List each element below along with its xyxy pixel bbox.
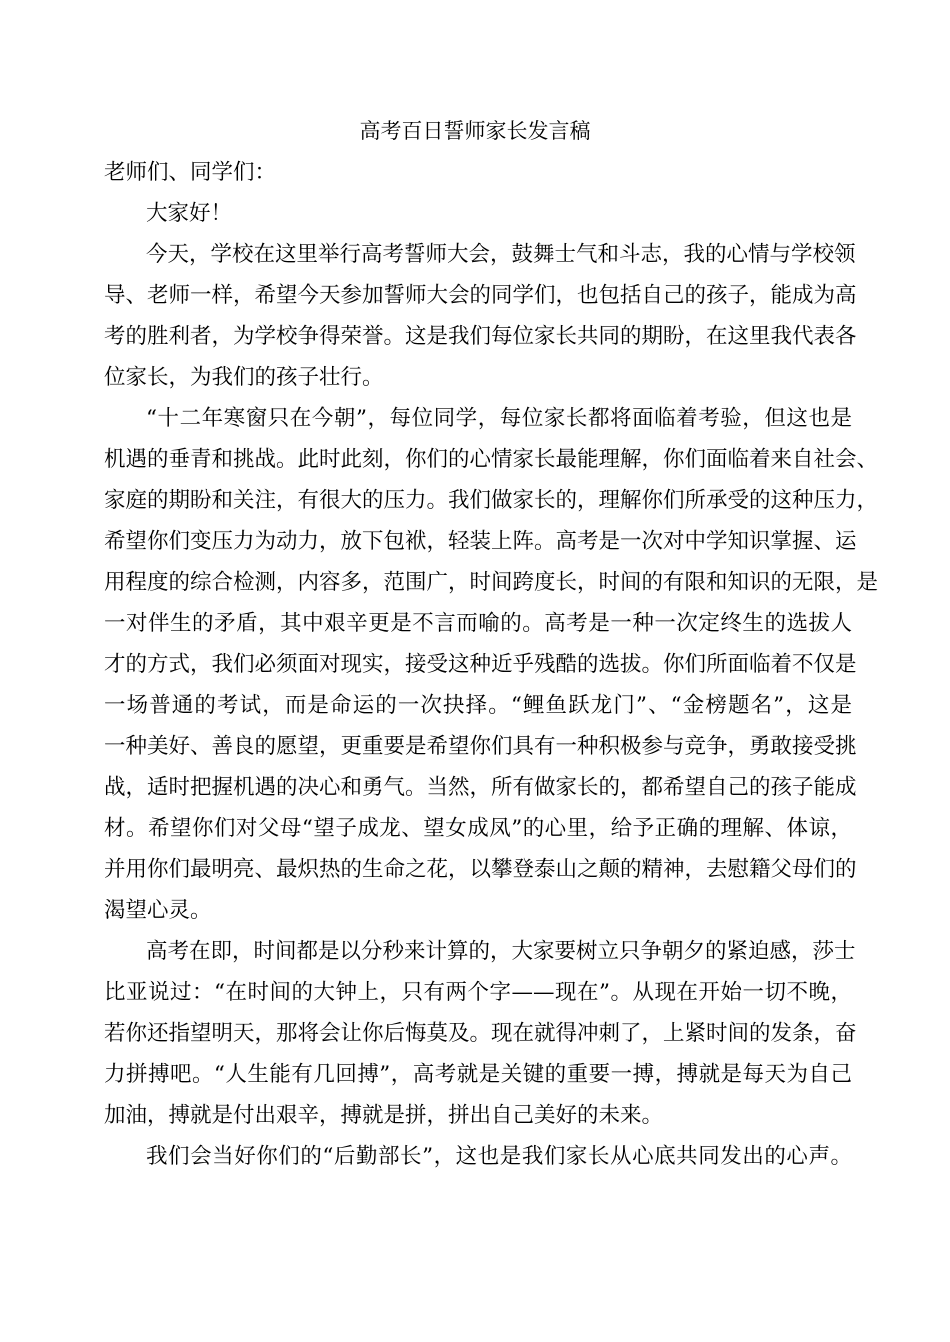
paragraph-line: 战，适时把握机遇的决心和勇气。当然，所有做家长的，都希望自己的孩子能成 bbox=[104, 775, 857, 800]
paragraph-line: 导、老师一样，希望今天参加誓师大会的同学们，也包括自己的孩子，能成为高 bbox=[104, 283, 857, 308]
paragraph-line: 机遇的垂青和挑战。此时此刻，你们的心情家长最能理解，你们面临着来自社会、 bbox=[104, 447, 879, 472]
paragraph-line: 高考在即，时间都是以分秒来计算的，大家要树立只争朝夕的紧迫感，莎士 bbox=[146, 939, 856, 964]
paragraph-line: 位家长，为我们的孩子壮行。 bbox=[104, 365, 384, 390]
paragraph-line: 一场普通的考试，而是命运的一次抉择。“鲤鱼跃龙门”、“金榜题名”，这是 bbox=[104, 693, 852, 718]
paragraph-line: 比亚说过：“在时间的大钟上，只有两个字——现在”。从现在开始一切不晚， bbox=[104, 980, 852, 1005]
paragraph-line: 并用你们最明亮、最炽热的生命之花，以攀登泰山之颠的精神，去慰籍父母们的 bbox=[104, 857, 857, 882]
paragraph-line: 加油，搏就是付出艰辛，搏就是拼，拼出自己美好的未来。 bbox=[104, 1103, 664, 1128]
paragraph-line: 考的胜利者，为学校争得荣誉。这是我们每位家长共同的期盼，在这里我代表各 bbox=[104, 324, 857, 349]
greeting: 大家好！ bbox=[146, 201, 233, 226]
paragraph-line: 力拼搏吧。“人生能有几回搏”，高考就是关键的重要一搏，搏就是每天为自己 bbox=[104, 1062, 852, 1087]
paragraph-line: 渴望心灵。 bbox=[104, 898, 212, 923]
paragraph-line: 一对伴生的矛盾，其中艰辛更是不言而喻的。高考是一种一次定终生的选拔人 bbox=[104, 611, 852, 636]
paragraph-line: 希望你们变压力为动力，放下包袱，轻装上阵。高考是一次对中学知识掌握、运 bbox=[104, 529, 857, 554]
paragraph-line: 材。希望你们对父母“望子成龙、望女成凤”的心里，给予正确的理解、体谅， bbox=[104, 816, 852, 841]
paragraph-line: 若你还指望明天，那将会让你后悔莫及。现在就得冲刺了，上紧时间的发条，奋 bbox=[104, 1021, 857, 1046]
paragraph-line: 我们会当好你们的“后勤部长”，这也是我们家长从心底共同发出的心声。 bbox=[146, 1144, 852, 1169]
paragraph-line: 今天，学校在这里举行高考誓师大会，鼓舞士气和斗志，我的心情与学校领 bbox=[146, 242, 856, 267]
paragraph-line: “十二年寒窗只在今朝”，每位同学，每位家长都将面临着考验，但这也是 bbox=[146, 406, 852, 431]
document-title: 高考百日誓师家长发言稿 bbox=[359, 119, 591, 143]
salutation: 老师们、同学们： bbox=[104, 160, 277, 185]
paragraph-line: 家庭的期盼和关注，有很大的压力。我们做家长的，理解你们所承受的这种压力， bbox=[104, 488, 879, 513]
paragraph-line: 用程度的综合检测，内容多，范围广，时间跨度长，时间的有限和知识的无限，是 bbox=[104, 570, 879, 595]
paragraph-line: 一种美好、善良的愿望，更重要是希望你们具有一种积极参与竞争，勇敢接受挑 bbox=[104, 734, 857, 759]
paragraph-line: 才的方式，我们必须面对现实，接受这种近乎残酷的选拔。你们所面临着不仅是 bbox=[104, 652, 857, 677]
